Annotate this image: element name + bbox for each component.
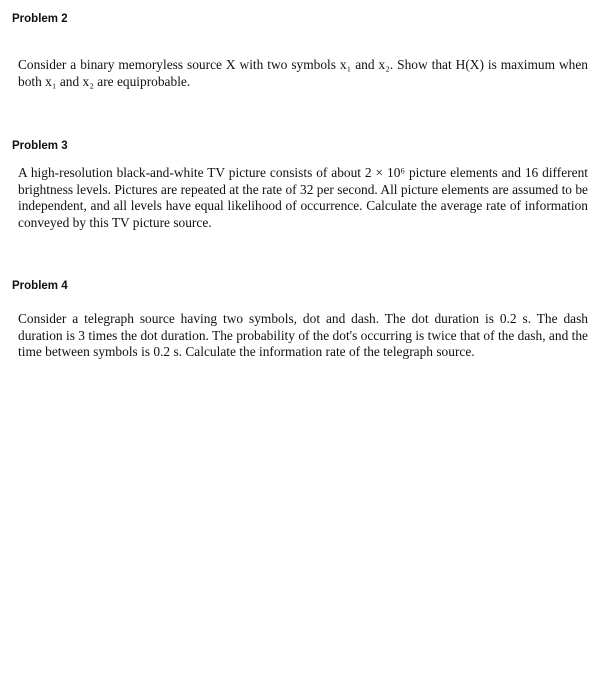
- problem-2-text: Consider a binary memoryless source X with two symbols x₁ and x₂. Show that H(X) is maximum when both x₁ and x₂ are equiprobable.: [18, 57, 588, 89]
- problem-4-text: Consider a telegraph source having two symbols, dot and dash. The dot duration is 0.2 s. The dash duration is 3 times the dot duration. The probability of the dot's occurring is twice that of the dash, and the time between symbols is 0.2 s. Calculate the information rate of the telegraph source.: [18, 311, 588, 359]
- problem-2-title: Problem 2: [12, 13, 68, 25]
- problem-4-title: Problem 4: [12, 280, 68, 292]
- problem-3-title: Problem 3: [12, 140, 68, 152]
- problem-3-text: A high-resolution black-and-white TV picture consists of about 2 × 10⁶ picture elements and 16 different brightness levels. Pictures are repeated at the rate of 32 per second. All picture elements are assumed to be independent, and all levels have equal likelihood of occurrence. Calculate the average rate of information conveyed by this TV picture source.: [18, 165, 588, 230]
